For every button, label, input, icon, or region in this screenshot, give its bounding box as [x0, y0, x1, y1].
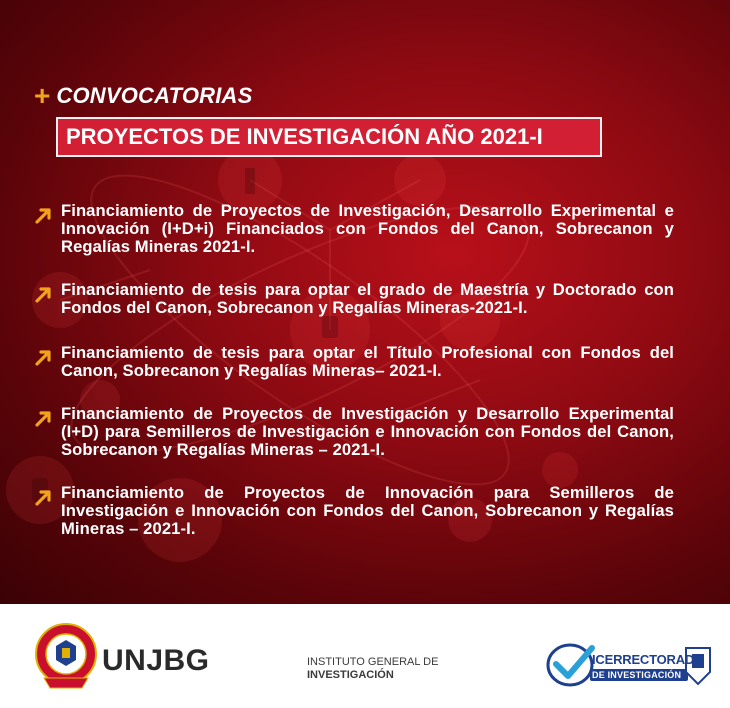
- list-item-text: Financiamiento de tesis para optar el grado de Maestría y Doctorado con Fondos del Canon, Sobrecanon y Regalías Mineras-2021-I.: [61, 280, 674, 317]
- institute-line1: INSTITUTO GENERAL DE: [307, 656, 439, 668]
- vice-rectorate-title: ICERRECTORADO: [592, 652, 705, 667]
- kicker-label: CONVOCATORIAS: [56, 83, 253, 108]
- university-crest: [34, 620, 98, 692]
- arrow-icon: [34, 487, 54, 507]
- section-kicker: [34, 82, 253, 110]
- list-item-text: Financiamiento de Proyectos de Innovación para Semilleros de Investigación e Innovación con Fondos del Canon, Sobrecanon y Regalías Mineras – 2021-I.: [61, 483, 674, 538]
- list-item-text: Financiamiento de Proyectos de Investigación y Desarrollo Experimental (I+D) para Semilleros de Investigación e Innovación con Fondos del Canon, Sobrecanon y Regalías Mineras – 2021-I.: [61, 404, 674, 459]
- page-title: PROYECTOS DE INVESTIGACIÓN AÑO 2021-I: [66, 124, 543, 149]
- plus-icon: +: [34, 80, 51, 111]
- list-item-text: Financiamiento de Proyectos de Investigación, Desarrollo Experimental e Innovación (I+D+i) Financiados con Fondos del Canon, Sobrecanon y Regalías Mineras 2021-I.: [61, 201, 674, 256]
- list-item: [34, 281, 674, 317]
- footer: [0, 604, 730, 708]
- list-item: [34, 344, 674, 380]
- university-acronym: UNJBG: [102, 644, 210, 677]
- institute-name: [307, 656, 438, 682]
- list-item: [34, 405, 674, 459]
- arrow-icon: [34, 284, 54, 304]
- vice-rectorate-subtitle: DE INVESTIGACIÓN: [592, 670, 682, 680]
- arrow-icon: [34, 408, 54, 428]
- list-item: [34, 202, 674, 256]
- arrow-icon: [34, 205, 54, 225]
- list-item: [34, 484, 674, 538]
- institute-line2: INVESTIGACIÓN: [307, 669, 394, 681]
- arrow-icon: [34, 347, 54, 367]
- call-list: [34, 202, 674, 563]
- list-item-text: Financiamiento de tesis para optar el Título Profesional con Fondos del Canon, Sobrecanon y Regalías Mineras– 2021-I.: [61, 343, 674, 380]
- title-banner: [56, 117, 602, 157]
